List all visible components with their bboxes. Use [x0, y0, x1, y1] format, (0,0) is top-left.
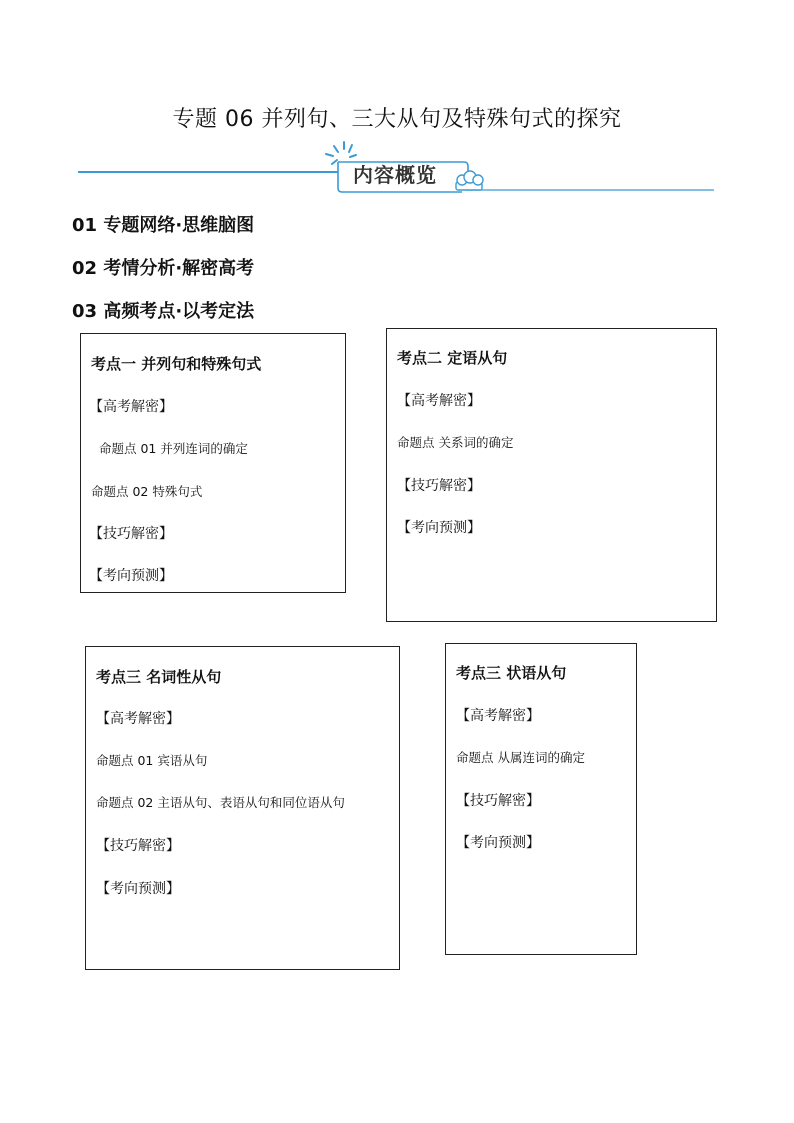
- banner-label: 内容概览: [353, 163, 437, 187]
- topic-box-1: [80, 333, 346, 593]
- section-label: 【考向预测】: [96, 881, 180, 897]
- topic-heading: 考点一 并列句和特殊句式: [91, 355, 262, 373]
- proposition-line: 命题点 01 宾语从句: [96, 753, 208, 768]
- proposition-line: 命题点 02 特殊句式: [91, 484, 203, 499]
- section-label: 【高考解密】: [96, 711, 180, 727]
- page-title: 专题 06 并列句、三大从句及特殊句式的探究: [172, 107, 622, 132]
- section-label: 【考向预测】: [89, 568, 173, 584]
- topic-heading: 考点三 状语从句: [456, 664, 567, 682]
- section-label: 【考向预测】: [456, 835, 540, 851]
- toc-item-mindmap[interactable]: 01 专题网络·思维脑图: [72, 215, 255, 236]
- topic-box-3: [85, 646, 400, 970]
- section-label: 【技巧解密】: [89, 526, 173, 542]
- section-label: 【技巧解密】: [96, 838, 180, 854]
- cloud-icon: [456, 171, 483, 190]
- topic-box-2: [386, 328, 717, 622]
- toc-item-keypoints[interactable]: 03 高频考点·以考定法: [72, 301, 255, 322]
- section-label: 【高考解密】: [456, 708, 540, 724]
- proposition-line: 命题点 01 并列连词的确定: [99, 441, 248, 456]
- topic-heading: 考点三 名词性从句: [96, 668, 222, 686]
- section-label: 【技巧解密】: [397, 478, 481, 494]
- section-label: 【高考解密】: [89, 399, 173, 415]
- content-overview-banner: [76, 140, 716, 195]
- topic-heading: 考点二 定语从句: [397, 349, 508, 367]
- proposition-line: 命题点 关系词的确定: [397, 435, 514, 450]
- toc-item-analysis[interactable]: 02 考情分析·解密高考: [72, 258, 255, 279]
- section-label: 【技巧解密】: [456, 793, 540, 809]
- section-label: 【高考解密】: [397, 393, 481, 409]
- proposition-line: 命题点 从属连词的确定: [456, 750, 585, 765]
- proposition-line: 命题点 02 主语从句、表语从句和同位语从句: [96, 795, 345, 810]
- topic-box-4: [445, 643, 637, 955]
- sparkle-icon: [326, 142, 356, 164]
- section-label: 【考向预测】: [397, 520, 481, 536]
